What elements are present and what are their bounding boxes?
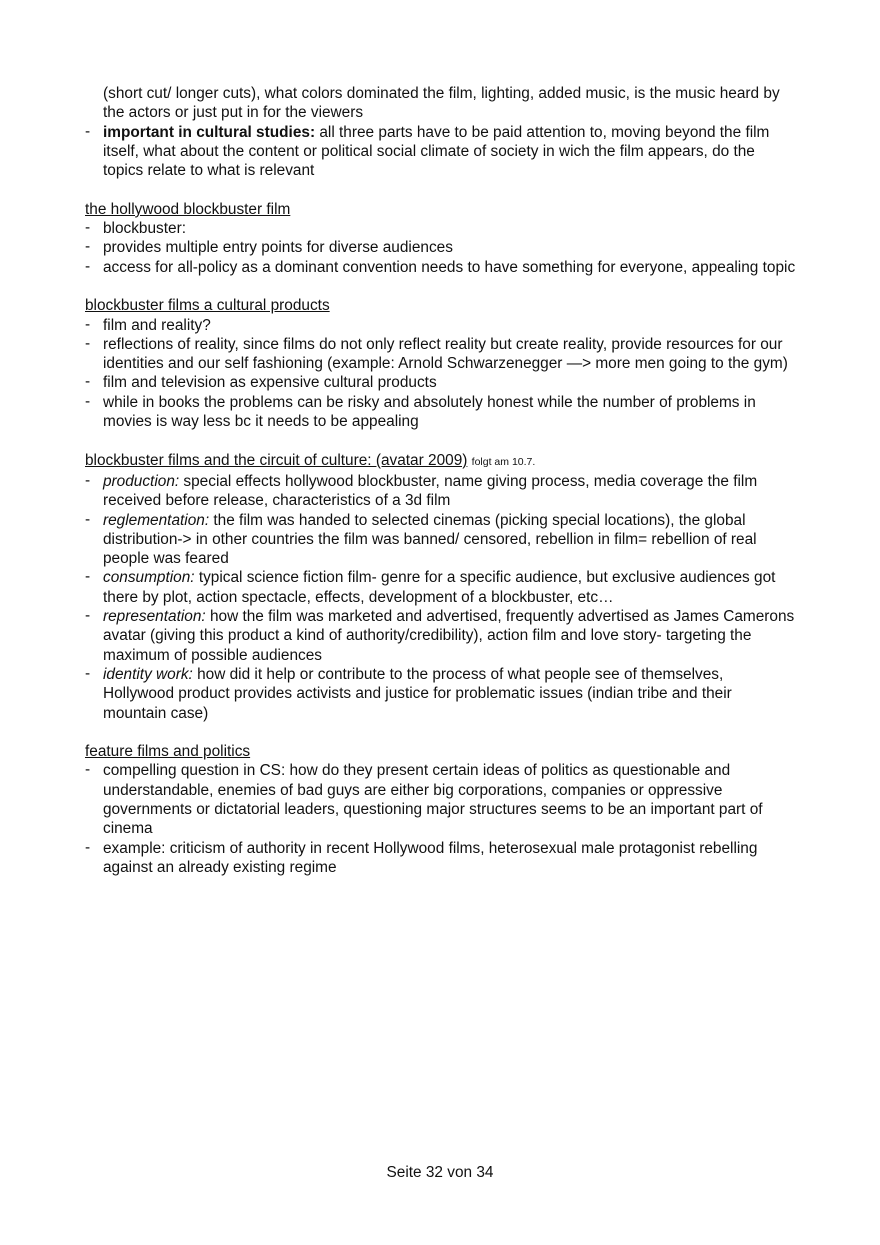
item-lead: consumption: [103, 569, 195, 587]
item-text: (short cut/ longer cuts), what colors dominated the film, lighting, added music, is the music heard by the actors or just put in for the viewers [103, 85, 780, 122]
list-item [85, 472, 797, 511]
list-item [85, 258, 797, 277]
section-heading: the hollywood blockbuster film [85, 200, 291, 218]
item-text: example: criticism of authority in recent Hollywood films, heterosexual male protagonist rebelling against an already existing regime [103, 839, 758, 876]
section-heading-row [85, 451, 797, 472]
item-text: blockbuster: [103, 220, 186, 238]
item-lead: identity work: [103, 665, 193, 683]
item-text: how did it help or contribute to the process of what people see of themselves, Hollywood product provides activists and justice for problematic issues (indian tribe and their mountain case) [103, 665, 732, 722]
list-item [85, 238, 797, 257]
section-heading: feature films and politics [85, 743, 251, 761]
section-cultural-products [85, 296, 797, 431]
item-lead: representation: [103, 608, 206, 626]
item-text: while in books the problems can be risky and absolutely honest while the number of problems in movies is way less bc it needs to be appealing [103, 393, 756, 431]
list-item [85, 373, 797, 392]
item-text: film and television as expensive cultural products [103, 374, 437, 392]
list-item [85, 568, 797, 607]
item-text: typical science fiction film- genre for a specific audience, but exclusive audiences got there by plot, action spectacle, effects, development of a blockbuster, etc… [103, 569, 776, 606]
list-item [85, 316, 797, 335]
list-item [85, 335, 797, 374]
item-text: the film was handed to selected cinemas (picking special locations), the global distribution-> in other countries the film was banned/ censored, rebellion in film= rebellion of real people was feared [103, 511, 757, 568]
item-text: special effects hollywood blockbuster, name giving process, media coverage the film received before release, characteristics of a 3d film [103, 472, 758, 510]
list-item [85, 123, 797, 181]
list-item [85, 665, 797, 723]
list-item-continuation [85, 84, 797, 123]
item-lead: production: [103, 472, 180, 490]
list-item [85, 761, 797, 838]
list-item [85, 393, 797, 432]
item-lead: important in cultural studies: [103, 123, 316, 141]
list-item [85, 219, 797, 238]
section-hollywood-blockbuster [85, 200, 797, 277]
section-films-and-politics [85, 742, 797, 877]
section-circuit-of-culture [85, 451, 797, 723]
item-text: film and reality? [103, 316, 211, 334]
document-body [85, 84, 797, 896]
item-lead: reglementation: [103, 511, 210, 529]
item-text: provides multiple entry points for diverse audiences [103, 239, 453, 257]
heading-note: folgt am 10.7. [471, 455, 536, 468]
section-heading: blockbuster films and the circuit of culture: (avatar 2009) [85, 451, 468, 469]
item-text: access for all-policy as a dominant convention needs to have something for everyone, appealing topic [103, 258, 796, 276]
list-item [85, 607, 797, 665]
item-text: reflections of reality, since films do not only reflect reality but create reality, provide resources for our identities and our self fashioning (example: Arnold Schwarzenegger —> more men going to the gym) [103, 335, 788, 373]
item-text: how the film was marketed and advertised, frequently advertised as James Camerons avatar (giving this product a kind of authority/credibility), action film and love story- targeting the maximum of possible audiences [103, 608, 795, 664]
section-intro-continuation [85, 84, 797, 180]
item-text: all three parts have to be paid attention to, moving beyond the film itself, what about the content or political social climate of society in wich the film appears, do the topics relate to what is relevant [103, 123, 770, 180]
page-number: Seite 32 von 34 [386, 1164, 494, 1181]
list-item [85, 511, 797, 569]
list-item [85, 839, 797, 878]
item-text: compelling question in CS: how do they present certain ideas of politics as questionable and understandable, enemies of bad guys are either big corporations, companies or oppressive governments or dictatorial leaders, questioning major structures seems to be an important part of cinema [103, 762, 763, 838]
section-heading: blockbuster films a cultural products [85, 297, 330, 315]
